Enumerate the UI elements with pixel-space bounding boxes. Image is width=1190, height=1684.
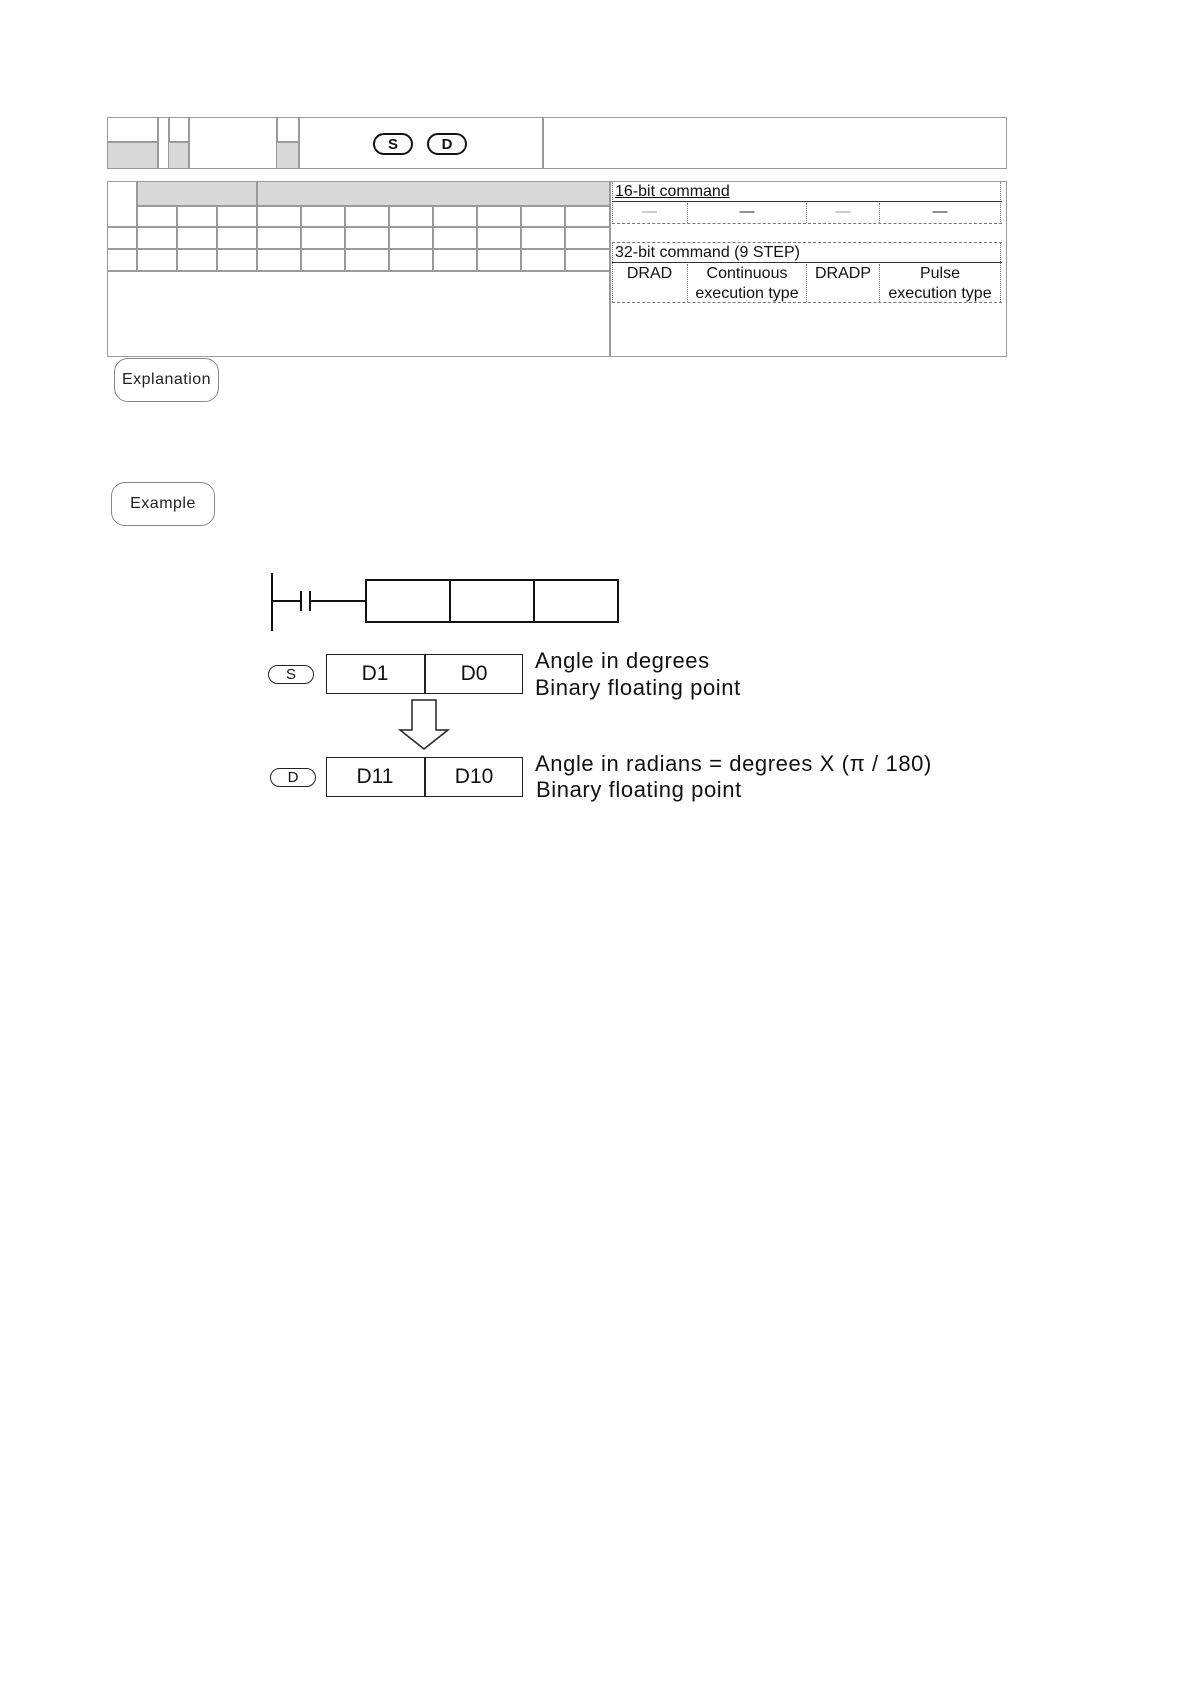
source-desc-line2: Binary floating point [535, 675, 741, 700]
cmd32-rule [612, 262, 1002, 263]
cmd16-cell-3: — [835, 203, 851, 220]
operand-d-badge [427, 133, 467, 155]
cmd32-title: 32-bit command (9 STEP) [615, 244, 800, 261]
bit-devices-header [137, 182, 256, 205]
source-desc-line1: Angle in degrees [535, 648, 710, 673]
source-operand-badge: S [268, 665, 314, 684]
dest-desc-line1: Angle in radians = degrees X (π / 180) [535, 751, 932, 776]
down-arrow-icon [398, 698, 452, 752]
dest-desc-line2: Binary floating point [536, 777, 742, 802]
operand-d-label: D [441, 135, 453, 153]
ladder-rung-svg [260, 565, 630, 640]
cmd32-cell-drad: DRAD [626, 265, 673, 282]
cmd32-cell-dradp: DRADP [814, 265, 871, 282]
example-badge [111, 482, 215, 526]
operand-s-badge [373, 133, 413, 155]
dest-register-low: D10 [454, 765, 494, 788]
cmd16-title: 16-bit command [615, 183, 730, 200]
api-number-shade [108, 142, 157, 168]
word-devices-header [257, 182, 609, 205]
cmd16-cell-2: — [739, 203, 755, 220]
cmd32-cell-pulse: Pulse execution type [888, 265, 992, 302]
explanation-label: Explanation [121, 371, 212, 388]
instruction-box [366, 580, 618, 622]
operand-s-label: S [387, 135, 398, 153]
dest-register-high: D11 [356, 765, 394, 788]
cmd16-cell-1: — [642, 203, 657, 220]
header-frame [107, 117, 1007, 169]
mnemonic-prefix-shade [169, 142, 188, 168]
dest-operand-badge: D [270, 768, 316, 787]
suffix-shade [277, 142, 298, 168]
cmd32-cell-continuous: Continuous execution type [695, 265, 799, 302]
example-label: Example [130, 495, 196, 512]
source-register-high: D1 [361, 662, 389, 685]
explanation-badge [114, 358, 219, 402]
cmd16-rule [612, 201, 1002, 202]
source-register-low: D0 [460, 662, 488, 685]
cmd16-cell-4: — [932, 203, 948, 220]
